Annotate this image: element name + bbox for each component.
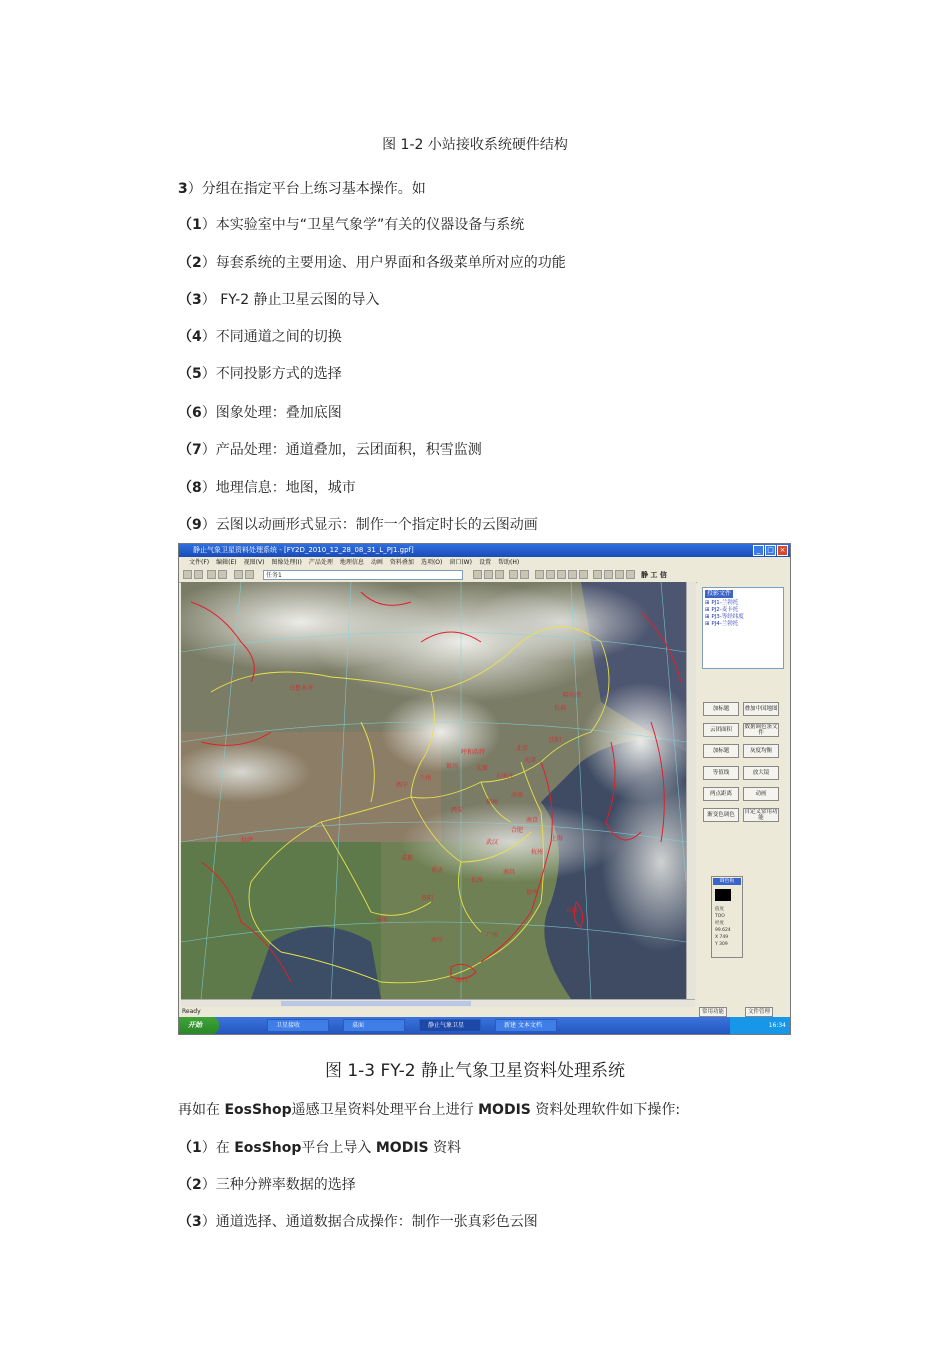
panel-button[interactable]: 云团面积 bbox=[703, 723, 739, 737]
list-item bbox=[178, 1137, 461, 1157]
list-item bbox=[178, 363, 342, 383]
svg-text:昆明: 昆明 bbox=[376, 917, 389, 924]
item-text: ）图象处理：叠加底图 bbox=[201, 405, 342, 421]
svg-text:武汉: 武汉 bbox=[486, 839, 499, 846]
svg-text:哈尔滨: 哈尔滨 bbox=[563, 692, 582, 699]
cut-icon[interactable] bbox=[207, 570, 216, 579]
item-number: （3 bbox=[178, 292, 202, 308]
close-button[interactable]: × bbox=[777, 545, 788, 556]
svg-text:福州: 福州 bbox=[526, 889, 539, 896]
projection-item[interactable] bbox=[705, 621, 738, 628]
layer-icon[interactable] bbox=[546, 570, 555, 579]
menu-item[interactable]: 图像处理(I) bbox=[271, 559, 302, 566]
panel-button[interactable]: 数据调色条文件 bbox=[744, 724, 778, 736]
svg-text:南京: 南京 bbox=[526, 817, 539, 824]
color-readout: X 749 bbox=[715, 935, 729, 940]
eos-intro-eosshop: EosShop bbox=[224, 1102, 292, 1118]
svg-text:重庆: 重庆 bbox=[431, 867, 444, 874]
section-text: ）分组在指定平台上练习基本操作。如 bbox=[187, 181, 426, 197]
panel-button[interactable]: 加标题 bbox=[703, 702, 739, 716]
item-number: （3 bbox=[178, 1214, 202, 1230]
expand-icon[interactable]: ⊞ bbox=[705, 600, 712, 606]
svg-text:广州: 广州 bbox=[486, 932, 499, 939]
list-item bbox=[178, 214, 524, 234]
check-icon[interactable] bbox=[615, 570, 624, 579]
list-item bbox=[178, 477, 356, 497]
menu-item[interactable]: 动画 bbox=[370, 559, 383, 566]
menu-item[interactable]: 产品处理 bbox=[308, 559, 333, 566]
svg-text:兰州: 兰州 bbox=[419, 775, 432, 782]
menu-item[interactable]: 文件(F) bbox=[189, 559, 210, 566]
color-readout: TOO bbox=[715, 914, 725, 919]
item-text: 平台上导入 bbox=[301, 1140, 376, 1156]
satellite-cloud-map[interactable] bbox=[181, 582, 686, 999]
svg-text:西安: 西安 bbox=[451, 807, 464, 814]
image-icon[interactable] bbox=[234, 570, 243, 579]
projection-item[interactable] bbox=[705, 614, 744, 621]
save-icon[interactable] bbox=[495, 570, 504, 579]
svg-text:太原: 太原 bbox=[476, 765, 489, 772]
item-number: （4 bbox=[178, 329, 202, 345]
item-text: ）地理信息：地图，城市 bbox=[201, 480, 356, 496]
item-text: ）通道选择、通道数据合成操作：制作一张真彩色云图 bbox=[201, 1214, 538, 1230]
projection-label: PJ3-等经纬度 bbox=[711, 614, 744, 620]
expand-icon[interactable]: ⊞ bbox=[705, 621, 712, 627]
projection-list[interactable] bbox=[702, 587, 784, 669]
panel-button[interactable]: 自定义常用功能 bbox=[744, 809, 778, 821]
list-item bbox=[178, 252, 566, 272]
pen-icon[interactable] bbox=[604, 570, 613, 579]
map-vertical-scrollbar[interactable] bbox=[686, 582, 696, 999]
item-number: （1 bbox=[178, 217, 202, 233]
taskbar bbox=[179, 1017, 790, 1034]
svg-text:合肥: 合肥 bbox=[511, 827, 524, 834]
info-icon[interactable] bbox=[568, 570, 577, 579]
list-item bbox=[178, 1211, 538, 1231]
taskbar-item[interactable]: 新建 文本文档 bbox=[495, 1019, 557, 1032]
menu-item[interactable]: 设置 bbox=[478, 559, 491, 566]
copy-icon[interactable] bbox=[218, 570, 227, 579]
list-item bbox=[178, 514, 538, 534]
svg-text:济南: 济南 bbox=[511, 792, 524, 799]
toolbar bbox=[179, 568, 790, 583]
taskbar-item[interactable]: 静止气象卫星 bbox=[419, 1019, 481, 1032]
svg-text:沈阳: 沈阳 bbox=[549, 737, 562, 744]
item-text: ）在 bbox=[201, 1140, 235, 1156]
color-readout: Y 309 bbox=[715, 942, 728, 947]
svg-text:西宁: 西宁 bbox=[396, 782, 409, 789]
projection-item[interactable] bbox=[705, 600, 738, 607]
window-titlebar bbox=[179, 544, 790, 557]
list-item bbox=[178, 289, 380, 309]
figure-1-3-caption: 图 1-3 FY-2 静止气象卫星资料处理系统 bbox=[324, 1061, 626, 1081]
maximize-button[interactable]: □ bbox=[765, 545, 776, 556]
menu-item[interactable]: 地理信息 bbox=[339, 559, 364, 566]
tab-common-functions[interactable]: 常用功能 bbox=[699, 1007, 727, 1017]
item-number: （8 bbox=[178, 480, 202, 496]
box-icon[interactable] bbox=[626, 570, 635, 579]
svg-text:杭州: 杭州 bbox=[531, 849, 544, 856]
section-number: 3 bbox=[178, 181, 188, 197]
figure-1-2-caption: 图 1-2 小站接收系统硬件结构 bbox=[382, 137, 568, 153]
item-number: （2 bbox=[178, 255, 202, 271]
section-3-intro bbox=[178, 178, 426, 198]
svg-text:海口: 海口 bbox=[456, 977, 469, 984]
item-text: ）本实验室中与“卫星气象学”有关的仪器设备与系统 bbox=[201, 217, 525, 233]
svg-text:台湾: 台湾 bbox=[566, 907, 579, 914]
panel-button[interactable]: 渐变色调色 bbox=[703, 808, 739, 822]
prev-icon[interactable] bbox=[509, 570, 518, 579]
panel-button[interactable]: 等值线 bbox=[703, 766, 739, 780]
status-bar: Ready bbox=[179, 1007, 790, 1017]
help-icon[interactable] bbox=[245, 570, 254, 579]
panel-button[interactable]: 加标题 bbox=[703, 744, 739, 758]
zoom-icon[interactable] bbox=[593, 570, 602, 579]
taskbar-item[interactable]: 桌面 bbox=[343, 1019, 405, 1032]
item-number: （9 bbox=[178, 517, 202, 533]
svg-text:银川: 银川 bbox=[446, 763, 459, 770]
eos-intro-post: 资料处理软件如下操作: bbox=[530, 1102, 681, 1118]
color-readout: 值度 bbox=[715, 907, 724, 912]
item-bold: MODIS bbox=[375, 1140, 429, 1156]
menu-item[interactable]: 窗口(W) bbox=[449, 559, 472, 566]
menu-bar bbox=[179, 557, 790, 568]
minimize-button[interactable]: _ bbox=[753, 545, 764, 556]
color-readout: 99.624 bbox=[715, 928, 731, 933]
item-text: ）三种分辨率数据的选择 bbox=[201, 1177, 356, 1193]
panel-button[interactable]: 两点距离 bbox=[703, 787, 739, 801]
next-icon[interactable] bbox=[520, 570, 529, 579]
color-palette bbox=[711, 876, 743, 958]
menu-item[interactable]: 选项(O) bbox=[420, 559, 443, 566]
list-item bbox=[178, 326, 342, 346]
item-text: ）不同通道之间的切换 bbox=[201, 329, 342, 345]
cloud-image bbox=[181, 582, 686, 999]
item-number: （7 bbox=[178, 442, 202, 458]
menu-item[interactable]: 编辑(E) bbox=[216, 559, 237, 566]
item-text: ）云图以动画形式显示：制作一个指定时长的云图动画 bbox=[201, 517, 538, 533]
svg-text:乌鲁木齐: 乌鲁木齐 bbox=[289, 685, 314, 692]
eos-intro-pre: 再如在 bbox=[178, 1102, 225, 1118]
taskbar-item[interactable]: 卫星接收 bbox=[267, 1019, 329, 1032]
svg-text:天津: 天津 bbox=[524, 757, 537, 764]
panel-button[interactable]: 放大镜 bbox=[743, 766, 779, 780]
svg-text:郑州: 郑州 bbox=[486, 799, 499, 806]
pointer-icon[interactable] bbox=[473, 570, 482, 579]
eos-intro-modis: MODIS bbox=[478, 1102, 531, 1118]
item-text: ）每套系统的主要用途、用户界面和各级菜单所对应的功能 bbox=[201, 255, 566, 271]
svg-text:北京: 北京 bbox=[516, 745, 529, 752]
satellite-software-screenshot bbox=[178, 543, 791, 1035]
item-number: （2 bbox=[178, 1177, 202, 1193]
eos-intro-mid: 遥感卫星资料处理平台上进行 bbox=[291, 1102, 479, 1118]
taskbar-clock: 16:34 bbox=[730, 1017, 790, 1034]
open-icon[interactable] bbox=[183, 570, 192, 579]
expand-icon[interactable]: ⊞ bbox=[705, 614, 712, 620]
projection-label: PJ2-麦卡托 bbox=[711, 607, 739, 613]
svg-text:南昌: 南昌 bbox=[503, 869, 516, 876]
toolbar-text: 静 工 信 bbox=[641, 571, 667, 579]
list-item bbox=[178, 439, 482, 459]
stack-icon[interactable] bbox=[557, 570, 566, 579]
print-icon[interactable] bbox=[194, 570, 203, 579]
svg-text:拉萨: 拉萨 bbox=[241, 837, 254, 844]
menu-item[interactable]: 视图(V) bbox=[243, 559, 265, 566]
svg-text:贵阳: 贵阳 bbox=[421, 895, 434, 902]
window-title: 静止气象卫星资料处理系统 - [FY2D_2010_12_28_08_31_L_PJ1.gpf] bbox=[193, 546, 414, 554]
svg-text:长沙: 长沙 bbox=[471, 877, 484, 884]
svg-text:长春: 长春 bbox=[554, 705, 567, 712]
list-item bbox=[178, 402, 342, 422]
draw-icon[interactable] bbox=[484, 570, 493, 579]
tab-file-management[interactable]: 文件管理 bbox=[745, 1007, 773, 1017]
svg-text:上海: 上海 bbox=[551, 835, 564, 842]
item-text: ）产品处理：通道叠加，云团面积，积雪监测 bbox=[201, 442, 482, 458]
svg-text:呼和浩特: 呼和浩特 bbox=[461, 749, 486, 756]
svg-text:石家庄: 石家庄 bbox=[496, 773, 515, 780]
projection-label: PJ4-兰勃托 bbox=[711, 621, 739, 627]
svg-text:成都: 成都 bbox=[401, 855, 414, 862]
item-text: ） FY-2 静止卫星云图的导入 bbox=[201, 292, 380, 308]
list-item bbox=[178, 1174, 356, 1194]
projection-item[interactable] bbox=[705, 607, 738, 614]
svg-text:南宁: 南宁 bbox=[431, 937, 444, 944]
side-panel bbox=[697, 582, 790, 1017]
item-number: （1 bbox=[178, 1140, 202, 1156]
menu-item[interactable]: 资料叠加 bbox=[389, 559, 414, 566]
color-readout: 经度 bbox=[715, 921, 724, 926]
item-bold: EosShop bbox=[234, 1140, 302, 1156]
task-combo[interactable]: 任务1 bbox=[263, 570, 463, 580]
projection-list-title: 投影文件 bbox=[707, 590, 732, 597]
projection-label: PJ1-兰勃托 bbox=[711, 600, 739, 606]
menu-item[interactable]: 帮助(H) bbox=[497, 559, 520, 566]
panel-button[interactable]: 动画 bbox=[743, 787, 779, 801]
eos-intro bbox=[178, 1099, 680, 1119]
grid-icon[interactable] bbox=[535, 570, 544, 579]
question-icon[interactable] bbox=[579, 570, 588, 579]
color-swatch[interactable] bbox=[715, 889, 731, 901]
item-number: （6 bbox=[178, 405, 202, 421]
expand-icon[interactable]: ⊞ bbox=[705, 607, 712, 613]
start-button[interactable]: 开始 bbox=[179, 1017, 219, 1034]
item-text: 资料 bbox=[428, 1140, 462, 1156]
item-number: （5 bbox=[178, 366, 202, 382]
panel-button[interactable]: 叠加中国地图 bbox=[743, 702, 779, 716]
color-palette-title: 调色板 bbox=[713, 878, 741, 885]
panel-button[interactable]: 灰度均衡 bbox=[743, 744, 779, 758]
item-text: ）不同投影方式的选择 bbox=[201, 366, 342, 382]
